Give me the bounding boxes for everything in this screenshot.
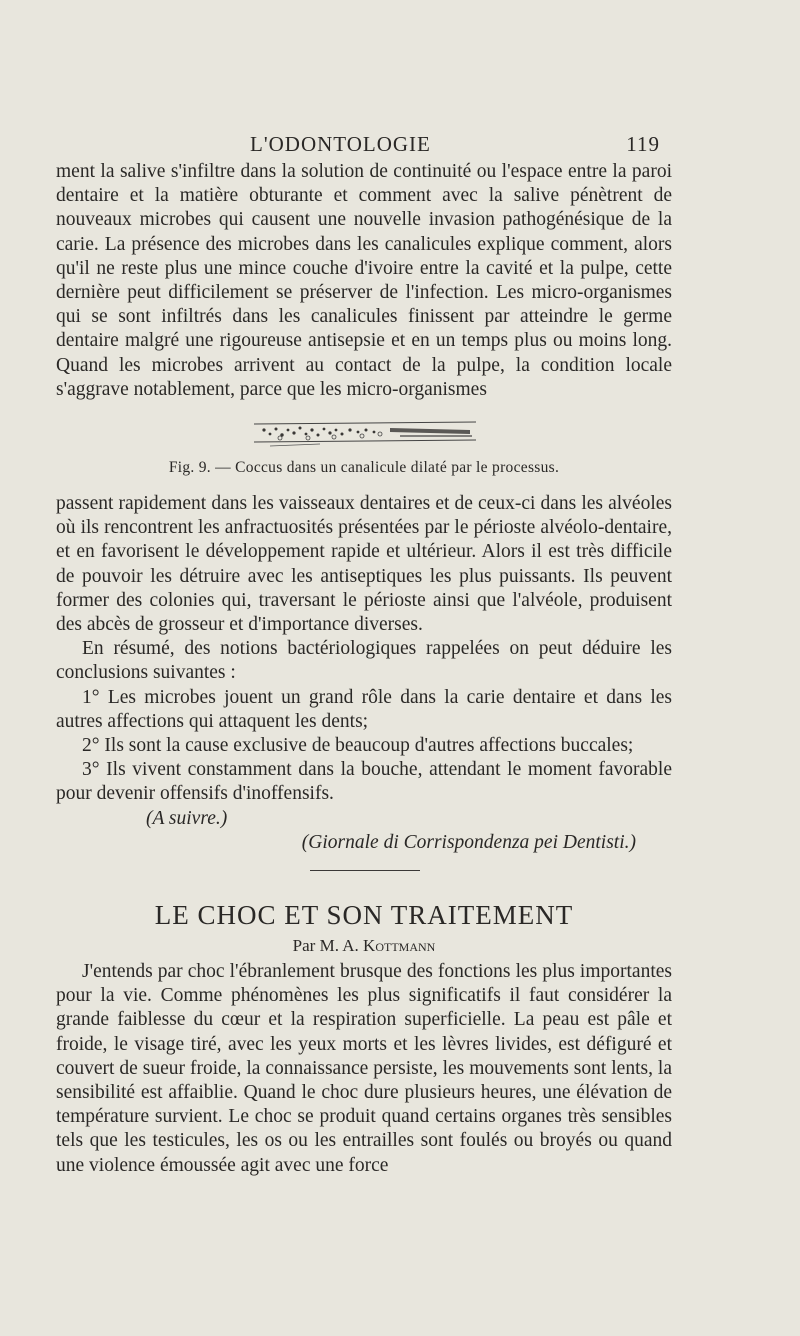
section-divider (310, 870, 420, 871)
list-item: 3° Ils vivent constamment dans la bouche, attendant le moment favorable pour devenir offensifs d'inoffensifs. (56, 759, 672, 805)
figure-caption: Fig. 9. — Coccus dans un canalicule dilaté par le processus. (168, 459, 560, 476)
text-block-middle (56, 492, 672, 855)
list-item: 1° Les microbes jouent un grand rôle dans la carie dentaire et dans les autres affections qui attaquent les dents; (56, 686, 672, 732)
continued-note: (A suivre.) (146, 807, 228, 829)
page-number: 119 (626, 132, 660, 156)
text-block-top (56, 160, 672, 402)
list-item: 2° Ils sont la cause exclusive de beaucoup d'autres affections buccales; (82, 735, 634, 757)
figure-coccus-canalicule (250, 418, 480, 448)
byline-author: Kottmann (363, 936, 436, 955)
text-block-article (56, 960, 672, 1178)
source-citation: (Giornale di Corrispondenza pei Dentisti.) (301, 831, 636, 853)
journal-title: L'ODONTOLOGIE (250, 132, 431, 156)
paragraph: En résumé, des notions bactériologiques rappelées on peut déduire les conclusions suivantes : (56, 638, 672, 684)
paragraph: J'entends par choc l'ébranlement brusque des fonctions les plus importantes pour la vie. Comme phénomènes les plus significatifs il faut considérer la grande faiblesse du cœur et la respiration superficielle. La peau est pâle et froide, le visage tiré, avec les yeux morts et les lèvres livides, est défiguré et couvert de sueur froide, la connaissance persiste, les mouvements sont lents, la sensibilité est affaiblie. Quand le choc dure plusieurs heures, une élévation de température survient. Le choc se produit quand certains organes très sensibles tels que les testicules, les os ou les entrailles sont foulés ou broyés ou quand une violence émoussée agit avec une force (56, 961, 672, 1176)
paragraph: passent rapidement dans les vaisseaux dentaires et de ceux-ci dans les alvéoles où ils rencontrent les anfractuosités présentées par le périoste alvéolo-dentaire, et en favorisent le développement rapide et ultérieur. Alors il est très difficile de pouvoir les détruire avec les antiseptiques les plus puissants. Ils peuvent former des colonies qui, traversant le périoste ainsi que l'alvéole, produisent des abcès de grosseur et d'importance diverses. (56, 493, 672, 636)
article-byline (56, 936, 672, 956)
byline-prefix: Par M. A. (292, 936, 364, 955)
paragraph: ment la salive s'infiltre dans la solution de continuité ou l'espace entre la paroi dentaire et la matière obturante et comment avec la salive pénètrent de nouveaux microbes qui causent une nouvelle invasion pathogénésique de la carie. La présence des microbes dans les canalicules explique comment, alors qu'il ne reste plus une mince couche d'ivoire entre la cavité et la pulpe, cette dernière peut difficilement se préserver de l'infection. Les micro-organismes qui se sont infiltrés dans les canalicules finissent par atteindre le germe dentaire malgré une rigoureuse antisepsie et en un temps plus ou moins long. Quand les microbes arrivent au contact de la pulpe, la condition locale s'aggrave notablement, parce que les micro-organismes (56, 161, 672, 400)
article-title: LE CHOC ET SON TRAITEMENT (154, 900, 574, 930)
